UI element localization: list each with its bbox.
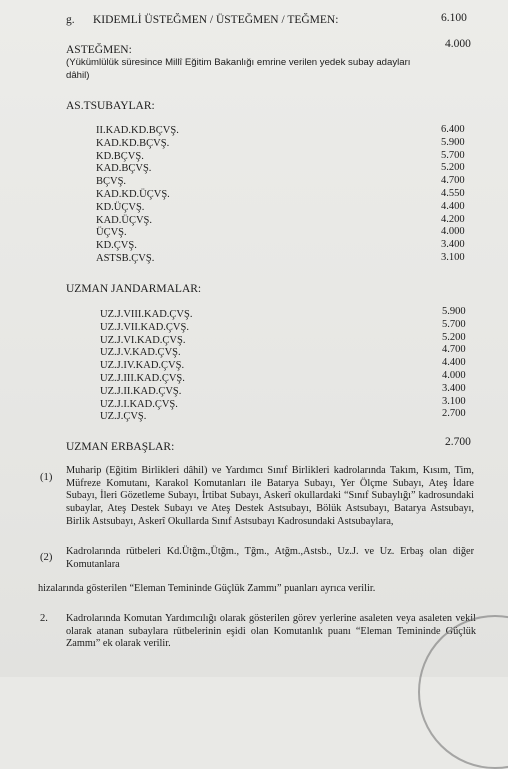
rank-label: UZ.J.ÇVŞ. bbox=[100, 411, 147, 423]
rank-value: 4.400 bbox=[442, 357, 466, 369]
closing-line: hizalarında gösterilen “Eleman Temininde Güçlük Zammı” puanları ayrıca verilir. bbox=[38, 583, 376, 594]
rank-value: 4.700 bbox=[442, 344, 466, 356]
rank-label: KD.BÇVŞ. bbox=[96, 150, 144, 162]
rank-value: 5.700 bbox=[441, 149, 465, 161]
astegmen-value: 4.000 bbox=[445, 38, 471, 50]
rank-value: 3.100 bbox=[441, 252, 465, 263]
rank-value: 5.200 bbox=[441, 162, 465, 174]
footnote-1-marker: (1) bbox=[40, 472, 53, 483]
rank-label: UZ.J.III.KAD.ÇVŞ. bbox=[100, 373, 185, 384]
rank-label: UZ.J.I.KAD.ÇVŞ. bbox=[100, 398, 178, 410]
rank-label: KAD.KD.BÇVŞ. bbox=[96, 137, 170, 149]
astegmen-note-line1: (Yükümlülük süresince Millî Eğitim Bakanlığı emrine verilen yedek subay adayları bbox=[66, 57, 411, 68]
rank-value: 6.400 bbox=[441, 124, 465, 135]
section-title: KIDEMLİ ÜSTEĞMEN / ÜSTEĞMEN / TEĞMEN: bbox=[93, 14, 339, 26]
astegmen-title: ASTEĞMEN: bbox=[66, 44, 132, 56]
uzman-erbas-title: UZMAN ERBAŞLAR: bbox=[66, 441, 175, 453]
rank-value: 5.900 bbox=[441, 136, 465, 148]
rank-label: UZ.J.II.KAD.ÇVŞ. bbox=[100, 385, 182, 397]
rank-value: 5.700 bbox=[442, 318, 466, 330]
rank-label: UZ.J.VIII.KAD.ÇVŞ. bbox=[100, 309, 193, 320]
rank-value: 3.400 bbox=[441, 239, 465, 251]
rank-label: KD.ÇVŞ. bbox=[96, 240, 137, 252]
footnote-2-marker: (2) bbox=[40, 552, 53, 563]
rank-label: II.KAD.KD.BÇVŞ. bbox=[96, 125, 179, 136]
rank-label: UZ.J.VII.KAD.ÇVŞ. bbox=[100, 321, 189, 333]
rank-value: 2.700 bbox=[442, 408, 466, 420]
rank-value: 3.100 bbox=[442, 395, 466, 407]
section-marker: g. bbox=[66, 14, 75, 26]
rank-label: UZ.J.V.KAD.ÇVŞ. bbox=[100, 347, 181, 359]
rank-value: 4.550 bbox=[441, 188, 465, 199]
rank-label: ASTSB.ÇVŞ. bbox=[96, 253, 155, 264]
footnote-1-text: Muharip (Eğitim Birlikleri dâhil) ve Yardımcı Sınıf Birlikleri kadrolarında Takım, Kısım, Tim, Müfreze Komutanı, Karakol Komutanları ile Batarya Subayı, Yer Ölçme Subayı, Ateş İdare Subayı, İleri Gözetleme Subayı, İrtibat Subayı, Askerî okullardaki “Sınıf Subaylığı” kadrosundaki subaylar, Ateş Destek Subayı ve Ateş Destek Astsubayı, Bölük Astsubayı, Batarya Astsubayı, Birlik Astsubayı, Askerî Okullarda Sınıf Astsubayı Kadrosundaki Astsubaylara, bbox=[66, 465, 474, 527]
rank-value: 5.900 bbox=[442, 306, 466, 317]
rank-value: 4.200 bbox=[441, 213, 465, 225]
rank-value: 4.000 bbox=[442, 370, 466, 381]
rank-label: BÇVŞ. bbox=[96, 176, 127, 188]
uzman-erbas-value: 2.700 bbox=[445, 436, 471, 448]
item2-marker: 2. bbox=[40, 613, 48, 624]
rank-value: 4.400 bbox=[441, 200, 465, 212]
rank-label: KAD.ÜÇVŞ. bbox=[96, 214, 153, 226]
rank-value: 4.700 bbox=[441, 175, 465, 187]
rank-value: 4.000 bbox=[441, 226, 465, 238]
astsubaylar-title: AS.TSUBAYLAR: bbox=[66, 100, 155, 112]
rank-label: ÜÇVŞ. bbox=[96, 227, 127, 239]
section-value: 6.100 bbox=[441, 12, 467, 24]
rank-label: KAD.KD.ÜÇVŞ. bbox=[96, 189, 170, 200]
rank-label: UZ.J.VI.KAD.ÇVŞ. bbox=[100, 334, 186, 346]
footnote-2-text: Kadrolarında rütbeleri Kd.Ütğm.,Ütğm., Tğm., Atğm.,Astsb., Uz.J. ve Uz. Erbaş olan diğer Komutanlara bbox=[66, 546, 474, 570]
rank-label: KAD.BÇVŞ. bbox=[96, 163, 152, 175]
rank-label: KD.ÜÇVŞ. bbox=[96, 201, 145, 213]
astegmen-note-line2: dâhil) bbox=[66, 70, 90, 81]
rank-value: 3.400 bbox=[442, 382, 466, 394]
uzman-jandarma-title: UZMAN JANDARMALAR: bbox=[66, 283, 202, 295]
item2-text: Kadrolarında Komutan Yardımcılığı olarak gösterilen görev yerlerine asaleten veya asaleten vekil olarak atanan subaylara rütbelerinin eşidi olan Komutanlık puanı “Eleman Temininde Güçlük Zammı” ek olarak verilir. bbox=[66, 613, 476, 650]
rank-value: 5.200 bbox=[442, 331, 466, 343]
rank-label: UZ.J.IV.KAD.ÇVŞ. bbox=[100, 360, 185, 372]
